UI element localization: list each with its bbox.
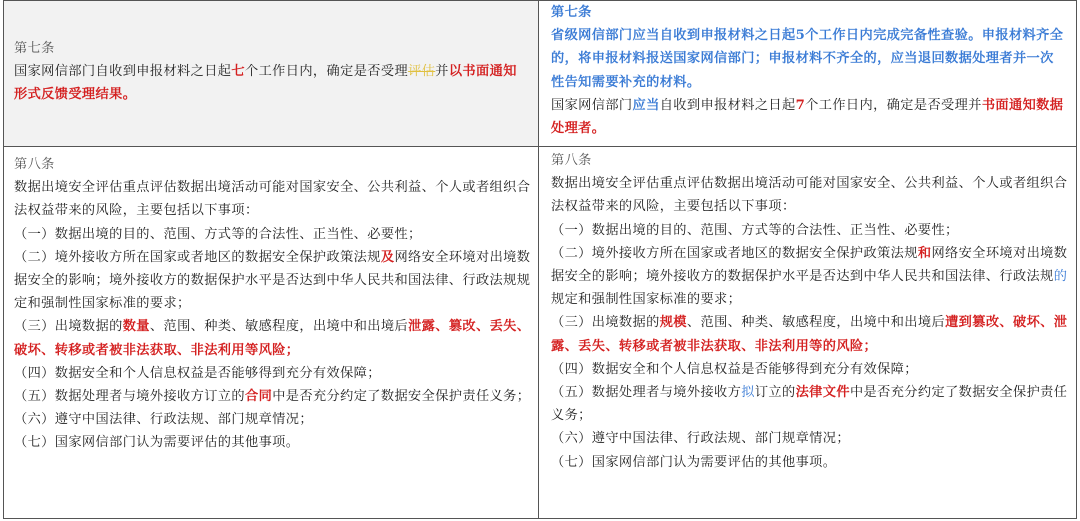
right-article8-cell <box>539 147 1076 518</box>
list-item: （三）出境数据的数量、范围、种类、敏感程度，出境中和出境后泄露、篡改、丢失、破坏、转移或者被非法获取、非法利用等风险； <box>14 319 531 358</box>
article-text: 国家网信部门自收到申报材料之日起七个工作日内，确定是否受理评估并以书面通知形式反馈受理结果。 <box>14 64 517 103</box>
article-heading: 第七条 <box>14 41 55 56</box>
list-item: （七）国家网信部门认为需要评估的其他事项。 <box>551 454 837 470</box>
comparison-table <box>3 0 1077 519</box>
article-intro: 数据出境安全评估重点评估数据出境活动可能对国家安全、公共利益、个人或者组织合法权益带来的风险，主要包括以下事项： <box>14 180 531 219</box>
article-intro: 数据出境安全评估重点评估数据出境活动可能对国家安全、公共利益、个人或者组织合法权益带来的风险，主要包括以下事项： <box>551 176 1068 215</box>
article-text: 国家网信部门应当自收到申报材料之日起7个工作日内，确定是否受理并书面通知数据处理者。 <box>551 97 1064 137</box>
list-item: （四）数据安全和个人信息权益是否能够得到充分有效保障； <box>14 365 381 381</box>
left-article7-cell <box>4 1 539 147</box>
list-item: （二）境外接收方所在国家或者地区的数据安全保护政策法规和网络安全环境对出境数据安全的影响；境外接收方的数据保护水平是否达到中华人民共和国法律、行政法规的规定和强制性国家标准的要求； <box>551 245 1068 308</box>
list-item: （一）数据出境的目的、范围、方式等的合法性、正当性、必要性； <box>14 226 422 242</box>
right-article7-cell <box>539 1 1076 147</box>
article-heading: 第八条 <box>14 157 55 172</box>
list-item: （一）数据出境的目的、范围、方式等的合法性、正当性、必要性； <box>551 222 959 238</box>
article-heading: 第七条 <box>551 5 592 20</box>
article-heading: 第八条 <box>551 153 592 168</box>
list-item: （三）出境数据的规模、范围、种类、敏感程度，出境中和出境后遭到篡改、破坏、泄露、丢失、转移或者被非法获取、非法利用等的风险； <box>551 315 1068 354</box>
list-item: （七）国家网信部门认为需要评估的其他事项。 <box>14 435 300 451</box>
list-item: （四）数据安全和个人信息权益是否能够得到充分有效保障； <box>551 361 918 377</box>
list-item: （五）数据处理者与境外接收方拟订立的法律文件中是否充分约定了数据安全保护责任义务； <box>551 385 1068 424</box>
list-item: （二）境外接收方所在国家或者地区的数据安全保护政策法规及网络安全环境对出境数据安全的影响；境外接收方的数据保护水平是否达到中华人民共和国法律、行政法规规定和强制性国家标准的要求； <box>14 249 531 312</box>
added-paragraph: 省级网信部门应当自收到申报材料之日起5个工作日内完成完备性查验。申报材料齐全的，将申报材料报送国家网信部门；申报材料不齐全的，应当退回数据处理者并一次性告知需要补充的材料。 <box>551 28 1064 90</box>
list-item: （五）数据处理者与境外接收方订立的合同中是否充分约定了数据安全保护责任义务； <box>14 389 531 405</box>
list-item: （六）遵守中国法律、行政法规、部门规章情况； <box>14 412 313 428</box>
left-article8-cell <box>4 147 539 518</box>
list-item: （六）遵守中国法律、行政法规、部门规章情况； <box>551 431 850 447</box>
